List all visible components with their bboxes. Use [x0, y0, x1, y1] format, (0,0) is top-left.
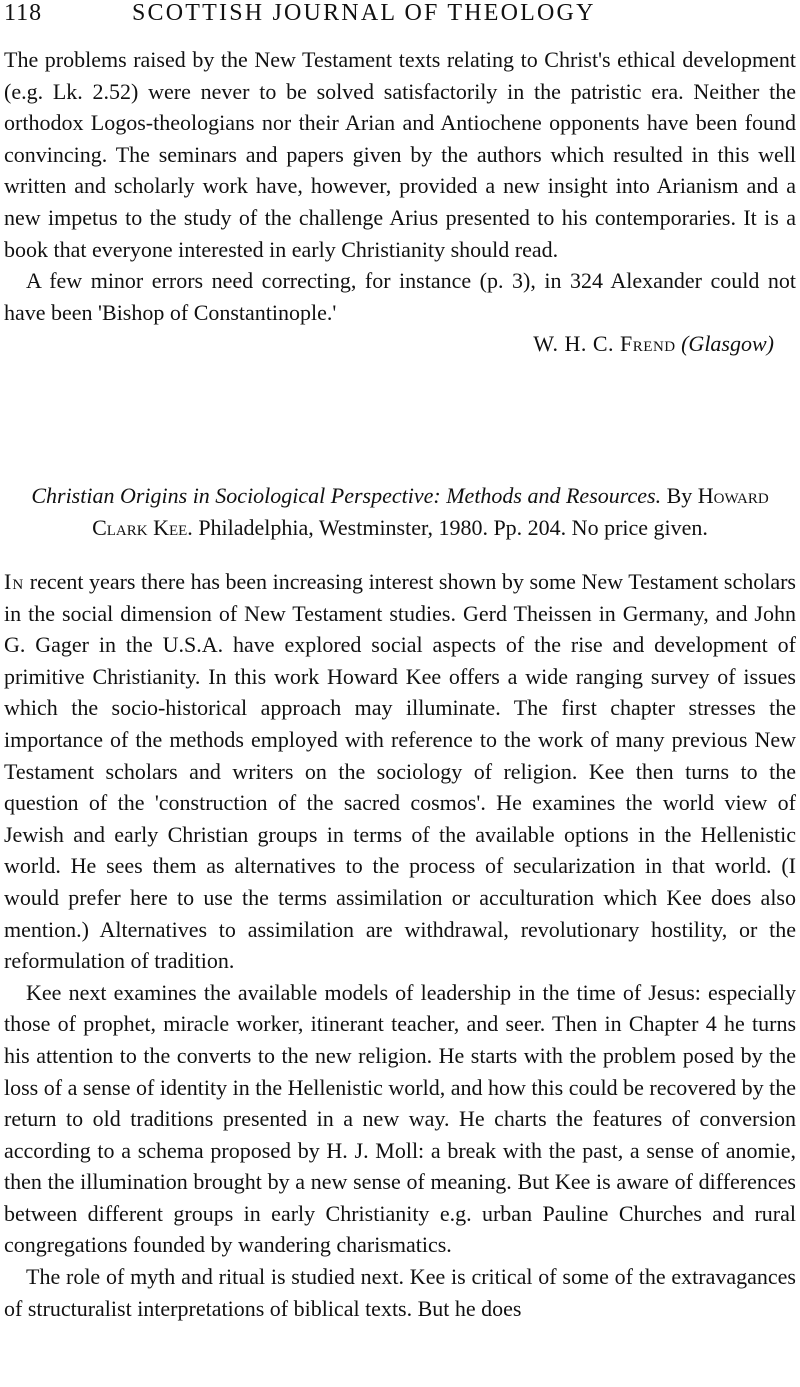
book-by: By: [666, 483, 693, 508]
page-number: 118: [4, 0, 43, 26]
review-2-paragraph-3: The role of myth and ritual is studied next. Kee is critical of some of the extravagances of structuralist interpretations of biblical texts. But he does: [4, 1264, 796, 1321]
review-2-paragraph-2: Kee next examines the available models of leadership in the time of Jesus: especially those of prophet, miracle worker, itinerant teacher, and seer. Then in Chapter 4 he turns his attention to the converts to the new religion. He starts with the problem posed by the loss of a sense of identity in the Hellenistic world, and how this could be recovered by the return to old traditions presented in a new way. He charts the features of conversion according to a schema proposed by H. J. Moll: a break with the past, a sense of anomie, then the illumination brought by a new sense of meaning. But Kee is aware of differences between different groups in early Christianity e.g. urban Pauline Churches and rural congregations founded by wandering charismatics.: [4, 979, 796, 1258]
reviewer-name: W. H. C. Frend: [533, 331, 676, 357]
book-heading: [4, 480, 796, 544]
review-1-paragraph-1: The problems raised by the New Testament texts relating to Christ's ethical development (e.g. Lk. 2.52) were never to be solved satisfactorily in the patristic era. Neither the orthodox Logos-theologians nor their Arian and Antiochene opponents have been found convincing. The seminars and papers given by the authors which resulted in this well written and scholarly work have, however, provided a new insight into Arianism and a new impetus to the study of the challenge Arius presented to his contemporaries. It is a book that everyone interested in early Christianity should read.: [4, 47, 796, 262]
book-title: Christian Origins in Sociological Perspective: Methods and Resources.: [31, 483, 662, 508]
review-2-paragraph-1: [4, 566, 796, 977]
review-2-body: [4, 566, 796, 1324]
reviewer-affiliation: (Glasgow): [681, 331, 774, 357]
reviewer-signature: [4, 328, 796, 360]
review-1-body: [4, 44, 796, 360]
page-header: [0, 0, 800, 34]
opening-word: In: [4, 569, 25, 594]
book-author: Howard Clark Kee.: [92, 483, 769, 540]
book-publication: Philadelphia, Westminster, 1980. Pp. 204. No price given.: [198, 515, 708, 540]
review-1-paragraph-2: A few minor errors need correcting, for instance (p. 3), in 324 Alexander could not have been 'Bishop of Constantinople.': [4, 268, 796, 325]
running-head: SCOTTISH JOURNAL OF THEOLOGY: [132, 0, 596, 26]
review-2-paragraph-1-text: recent years there has been increasing interest shown by some New Testament scholars in the social dimension of New Testament studies. Gerd Theissen in Germany, and John G. Gager in the U.S.A. have explored social aspects of the rise and development of primitive Christianity. In this work Howard Kee offers a wide ranging survey of issues which the socio-historical approach may illuminate. The first chapter stresses the importance of the methods employed with reference to the work of many previous New Testament scholars and writers on the sociology of religion. Kee then turns to the question of the 'construction of the sacred cosmos'. He examines the world view of Jewish and early Christian groups in terms of the available options in the Hellenistic world. He sees them as alternatives to the process of secularization in that world. (I would prefer here to use the terms assimilation or acculturation which Kee does also mention.) Alternatives to assimilation are withdrawal, revolutionary hostility, or the reformulation of tradition.: [4, 569, 796, 974]
